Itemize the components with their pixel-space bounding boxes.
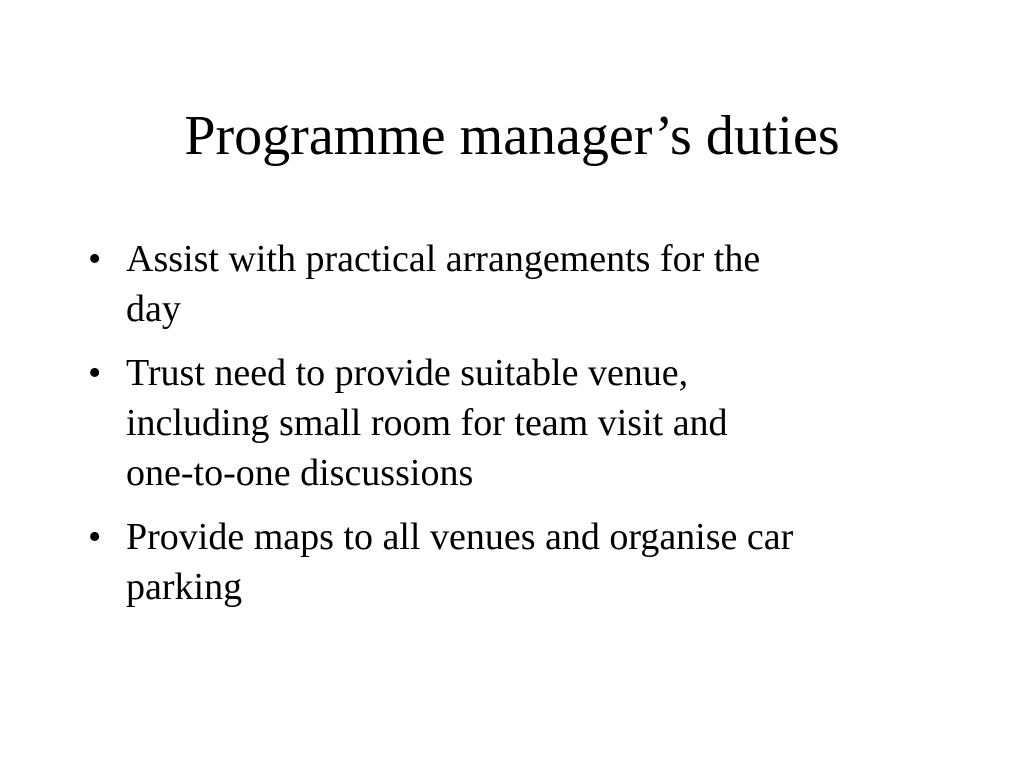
bullet-item-practical-arrangements: [88, 234, 938, 334]
bullet-line: day: [126, 288, 181, 330]
bullet-line: including small room for team visit and: [126, 402, 728, 444]
bullet-item-venue: [88, 348, 938, 498]
bullet-line: Assist with practical arrangements for the: [126, 238, 761, 280]
bullet-icon: •: [88, 238, 102, 280]
bullet-text: [126, 512, 938, 612]
bullet-text: [126, 348, 938, 498]
bullet-icon: •: [88, 352, 102, 394]
bullet-line: Trust need to provide suitable venue,: [126, 352, 689, 394]
bullet-line: one-to-one discussions: [126, 452, 474, 494]
bullet-text: [126, 234, 938, 334]
bullet-line: parking: [126, 566, 243, 608]
bullet-list: [88, 234, 938, 626]
bullet-item-maps-parking: [88, 512, 938, 612]
slide-title: Programme manager’s duties: [184, 105, 840, 167]
bullet-line: Provide maps to all venues and organise car: [126, 516, 794, 558]
bullet-icon: •: [88, 516, 102, 558]
